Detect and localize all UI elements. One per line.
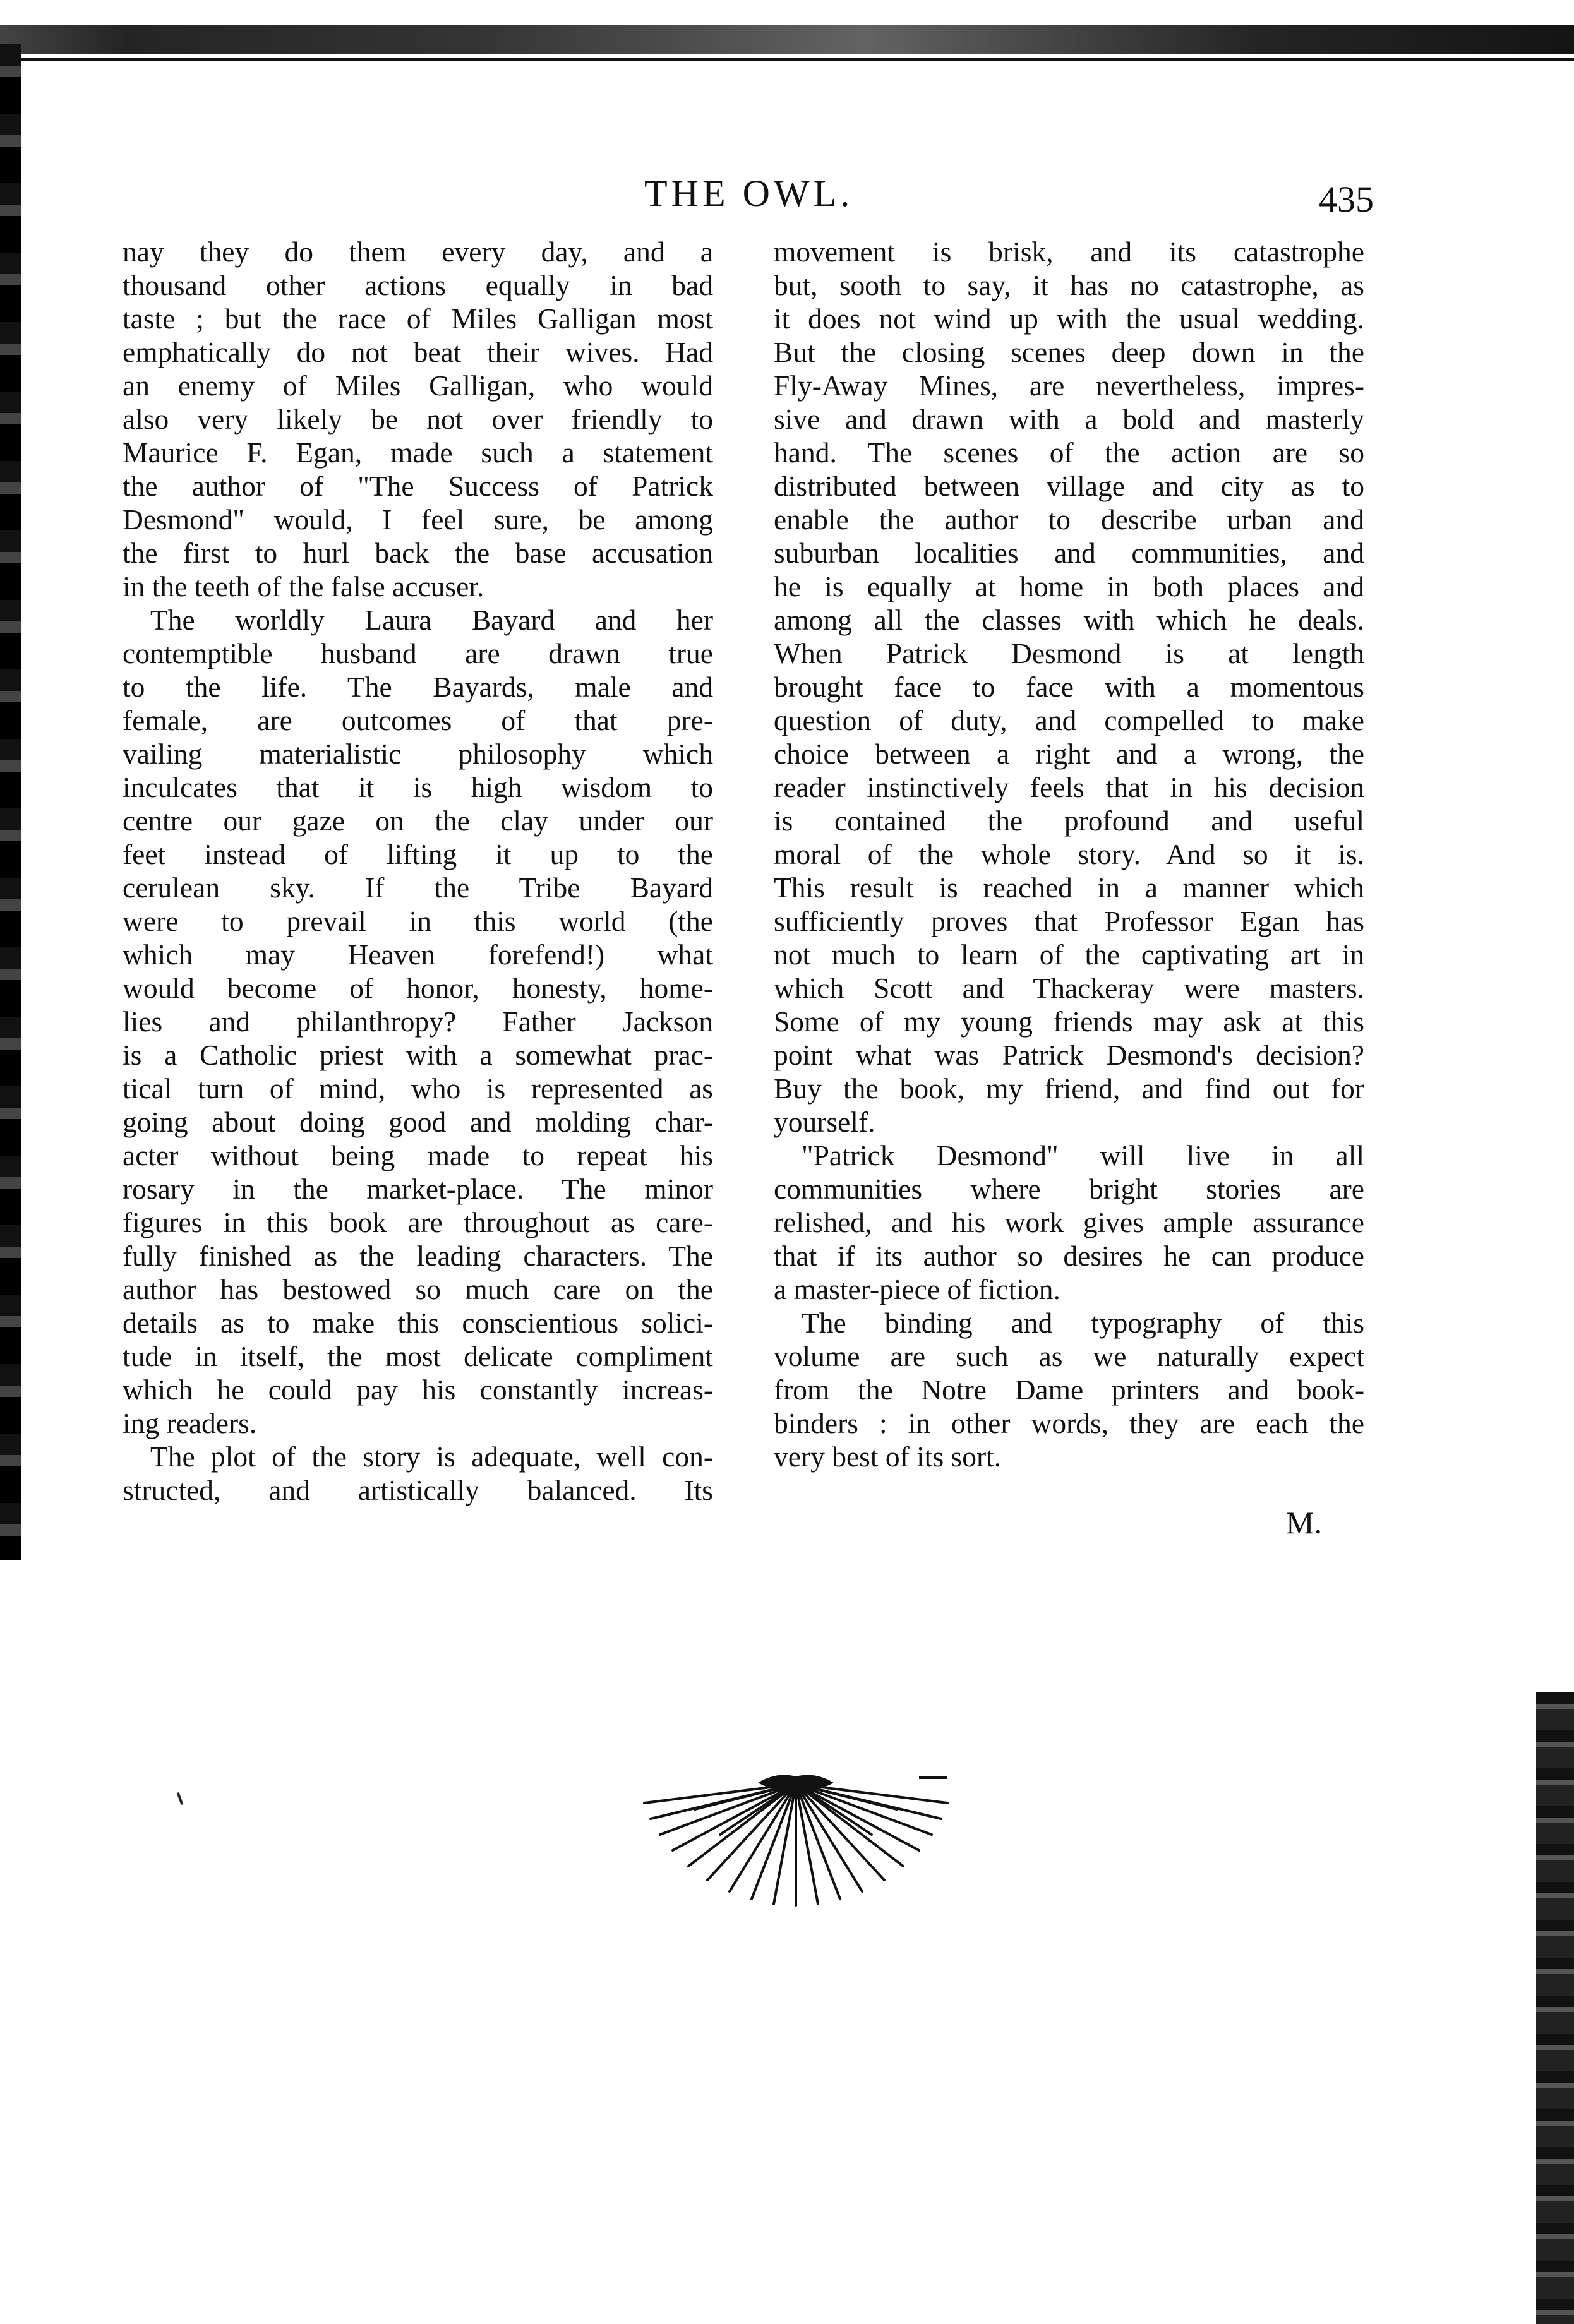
text-line: were to prevail in this world (the (123, 905, 713, 937)
text-line: enable the author to describe urban and (774, 503, 1364, 536)
text-line: lies and philanthropy? Father Jackson (123, 1005, 713, 1038)
text-line: Maurice F. Egan, made such a statement (123, 436, 713, 469)
text-line: very best of its sort. (774, 1441, 1002, 1473)
text-line: tical turn of mind, who is represented as (123, 1072, 713, 1105)
text-line: volume are such as we naturally expect (774, 1340, 1364, 1372)
text-line: The binding and typography of this (802, 1307, 1364, 1339)
text-line: which he could pay his constantly increas- (123, 1374, 713, 1406)
running-head: THE OWL. (644, 172, 854, 214)
text-line: point what was Patrick Desmond's decision? (774, 1039, 1364, 1071)
text-line: taste ; but the race of Miles Galligan most (123, 302, 713, 335)
text-line: movement is brisk, and its catastrophe (774, 236, 1364, 268)
text-line: nay they do them every day, and a (123, 236, 713, 268)
text-line: binders : in other words, they are each the (774, 1407, 1364, 1439)
text-line: communities where bright stories are (774, 1173, 1364, 1205)
text-line: relished, and his work gives ample assurance (774, 1206, 1364, 1238)
text-line: suburban localities and communities, and (774, 537, 1364, 569)
text-line: an enemy of Miles Galligan, who would (123, 369, 713, 402)
sunburst-ornament (632, 1759, 960, 1910)
text-line: hand. The scenes of the action are so (774, 436, 1364, 469)
scan-edge-line (0, 58, 1574, 61)
text-line: question of duty, and compelled to make (774, 704, 1364, 736)
text-line: thousand other actions equally in bad (123, 269, 713, 301)
text-line: This result is reached in a manner which (774, 872, 1364, 904)
text-line: choice between a right and a wrong, the (774, 738, 1364, 770)
text-line: ing readers. (123, 1407, 257, 1439)
text-line: The plot of the story is adequate, well con- (150, 1441, 713, 1473)
text-line: in the teeth of the false accuser. (123, 570, 484, 602)
text-line: also very likely be not over friendly to (123, 403, 713, 435)
text-line: acter without being made to repeat his (123, 1139, 713, 1171)
text-line: tude in itself, the most delicate compliment (123, 1340, 713, 1372)
text-line: which Scott and Thackeray were masters. (774, 972, 1364, 1004)
text-line: going about doing good and molding char- (123, 1106, 713, 1138)
text-line: that if its author so desires he can produce (774, 1240, 1364, 1272)
text-line: moral of the whole story. And so it is. (774, 838, 1364, 870)
text-line: yourself. (774, 1106, 875, 1138)
text-line: would become of honor, honesty, home- (123, 972, 713, 1004)
text-line: When Patrick Desmond is at length (774, 637, 1364, 669)
text-line: distributed between village and city as to (774, 470, 1364, 502)
text-line: sive and drawn with a bold and masterly (774, 403, 1364, 435)
text-line: Desmond" would, I feel sure, be among (123, 503, 713, 536)
text-line: but, sooth to say, it has no catastrophe, as (774, 269, 1364, 301)
scan-edge-top (0, 25, 1574, 54)
text-line: structed, and artistically balanced. Its (123, 1474, 713, 1506)
text-line: Fly-Away Mines, are nevertheless, impres- (774, 369, 1364, 402)
text-line: is contained the profound and useful (774, 805, 1364, 837)
text-line: The worldly Laura Bayard and her (150, 604, 713, 636)
text-line: he is equally at home in both places and (774, 570, 1364, 602)
page-number: 435 (1319, 179, 1374, 220)
stray-mark (177, 1792, 184, 1805)
text-line: not much to learn of the captivating art in (774, 938, 1364, 971)
scan-edge-left (0, 44, 21, 1560)
text-line: Buy the book, my friend, and find out for (774, 1072, 1364, 1105)
text-line: "Patrick Desmond" will live in all (802, 1139, 1364, 1171)
text-line: vailing materialistic philosophy which (123, 738, 713, 770)
text-line: it does not wind up with the usual wedding. (774, 302, 1364, 335)
text-line: cerulean sky. If the Tribe Bayard (123, 872, 713, 904)
text-line: author has bestowed so much care on the (123, 1273, 713, 1305)
text-line: Some of my young friends may ask at this (774, 1005, 1364, 1038)
text-line: rosary in the market-place. The minor (123, 1173, 713, 1205)
text-line: the first to hurl back the base accusation (123, 537, 713, 569)
text-line: emphatically do not beat their wives. Had (123, 336, 713, 368)
text-line: a master-piece of fiction. (774, 1273, 1060, 1305)
text-line: female, are outcomes of that pre- (123, 704, 713, 736)
text-line: But the closing scenes deep down in the (774, 336, 1364, 368)
scan-edge-right (1536, 1692, 1574, 2324)
text-line: feet instead of lifting it up to the (123, 838, 713, 870)
text-line: details as to make this conscientious solici- (123, 1307, 713, 1339)
text-line: reader instinctively feels that in his decision (774, 771, 1364, 803)
text-line: figures in this book are throughout as care- (123, 1206, 713, 1238)
text-line: contemptible husband are drawn true (123, 637, 713, 669)
text-line: fully finished as the leading characters. The (123, 1240, 713, 1272)
text-line: the author of "The Success of Patrick (123, 470, 713, 502)
text-line: inculcates that it is high wisdom to (123, 771, 713, 803)
text-line: which may Heaven forefend!) what (123, 938, 713, 971)
text-line: sufficiently proves that Professor Egan has (774, 905, 1364, 937)
text-line: from the Notre Dame printers and book- (774, 1374, 1364, 1406)
text-line: is a Catholic priest with a somewhat prac- (123, 1039, 713, 1071)
right-column (774, 235, 1364, 1473)
text-line: among all the classes with which he deals. (774, 604, 1364, 636)
text-line: to the life. The Bayards, male and (123, 671, 713, 703)
left-column (123, 235, 713, 1507)
text-line: centre our gaze on the clay under our (123, 805, 713, 837)
text-line: brought face to face with a momentous (774, 671, 1364, 703)
signature: M. (1286, 1505, 1322, 1540)
